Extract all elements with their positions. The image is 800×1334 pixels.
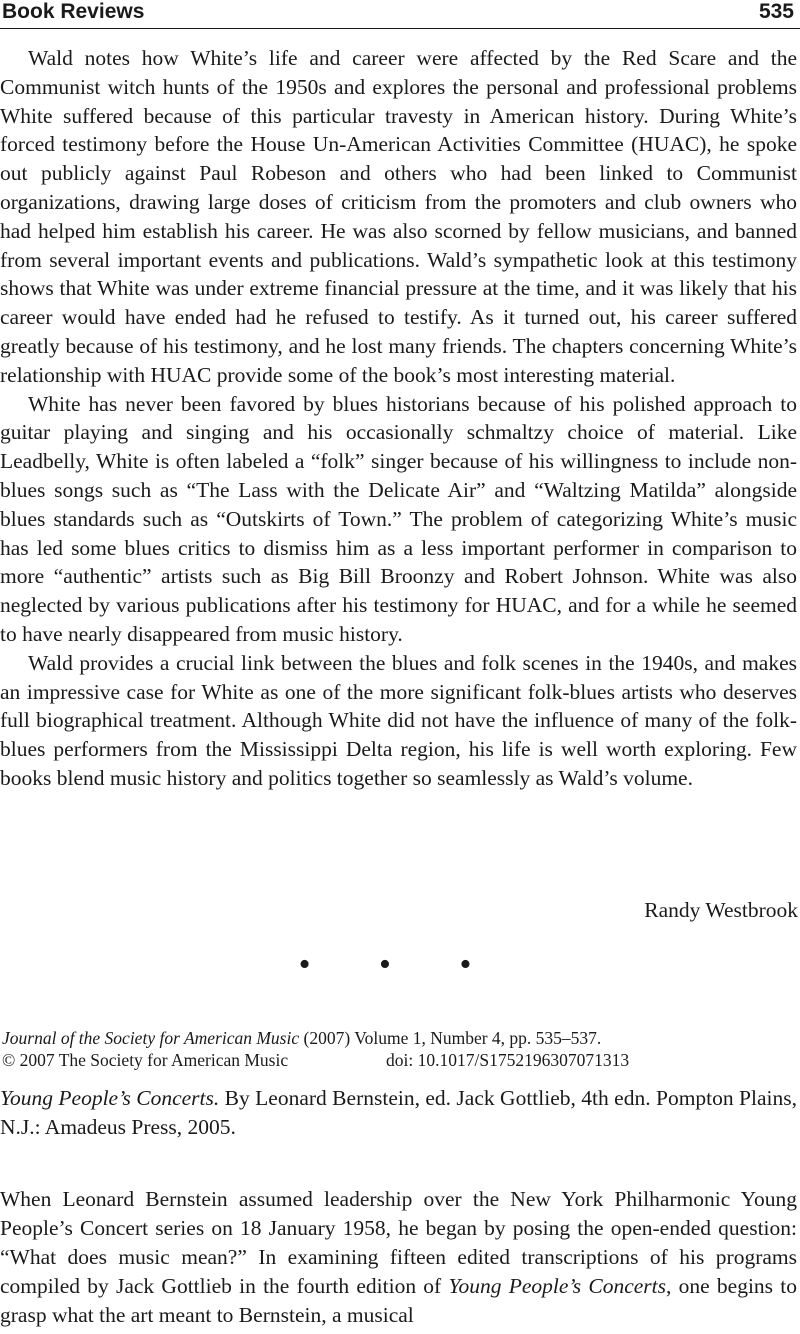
review-paragraph-3: Wald provides a crucial link between the blues and folk scenes in the 1940s, and makes an impressive case for White as one of the more significant folk-blues artists who deserves full biographical treatment. Although White did not have the influence of many of the folk-blues performers from the Mississippi Delta region, his life is well worth exploring. Few books blend music history and politics together so seamlessly as Wald’s volume. <box>0 650 797 790</box>
second-review-body <box>0 1185 797 1330</box>
review2-text-start: When Leonard Bernstein assumed leadership over the New York Philharmonic Young People’s Concert series on 18 January 1958, he began by posing the open-ended question: “What does music mean?” In examining fifteen edited transcriptions of his programs compiled by Jack Gottlieb in the fourth edition of <box>0 1187 797 1298</box>
journal-name: Journal of the Society for American Music <box>2 1028 300 1048</box>
review-paragraph-1: Wald notes how White’s life and career were affected by the Red Scare and the Communist witch hunts of the 1950s and explores the personal and professional problems White suffered because of this particular travesty in American history. During White’s forced testimony before the House Un-American Activities Committee (HUAC), he spoke out publicly against Paul Robeson and others who had been linked to Communist organizations, drawing large doses of criticism from the promoters and club owners who had helped him establish his career. He was also scorned by fellow musicians, and banned from several important events and publications. Wald’s sympathetic look at this testimony shows that White was under extreme financial pressure at the time, and it was likely that his career would have ended had he refused to testify. As it turned out, his career suffered greatly because of his testimony, and he lost many friends. The chapters concerning White’s relationship with HUAC provide some of the book’s most interesting material. <box>0 46 797 387</box>
running-header <box>0 0 800 30</box>
reviewer-name: Randy Westbrook <box>644 898 798 922</box>
copyright-notice: © 2007 The Society for American Music <box>2 1050 289 1070</box>
section-title: Book Reviews <box>2 0 145 23</box>
header-rule <box>0 28 800 29</box>
book-title: Young People’s Concerts. <box>0 1086 220 1110</box>
review-body <box>0 44 797 793</box>
doi: doi: 10.1017/S1752196307071313 <box>386 1050 630 1070</box>
citation-line-2 <box>2 1049 792 1071</box>
book-reference <box>0 1084 797 1142</box>
review2-text-end: , one begins to grasp what the art meant to Bernstein, a musical <box>0 1274 797 1327</box>
book-info: By Leonard Bernstein, ed. Jack Gottlieb, 4th edn. Pompton Plains, N.J.: Amadeus Press, 2005. <box>0 1086 797 1139</box>
review2-italic-title: Young People’s Concerts <box>448 1274 667 1298</box>
page-number: 535 <box>758 0 794 23</box>
section-separator: • • • <box>298 946 502 983</box>
review-paragraph-2: White has never been favored by blues historians because of his polished approach to guitar playing and singing and his occasionally schmaltzy choice of material. Like Leadbelly, White is often labeled a “folk” singer because of his willingness to include non-blues songs such as “The Lass with the Delicate Air” and “Waltzing Matilda” alongside blues standards such as “Outskirts of Town.” The problem of categorizing White’s music has led some blues critics to dismiss him as a less important performer in comparison to more “authentic” artists such as Big Bill Broonzy and Robert Johnson. White was also neglected by various publications after his testimony for HUAC, and for a while he seemed to have nearly disappeared from music history. <box>0 391 797 646</box>
citation-line-1 <box>2 1027 792 1049</box>
journal-details: (2007) Volume 1, Number 4, pp. 535–537. <box>303 1028 602 1048</box>
journal-citation <box>2 1027 792 1071</box>
